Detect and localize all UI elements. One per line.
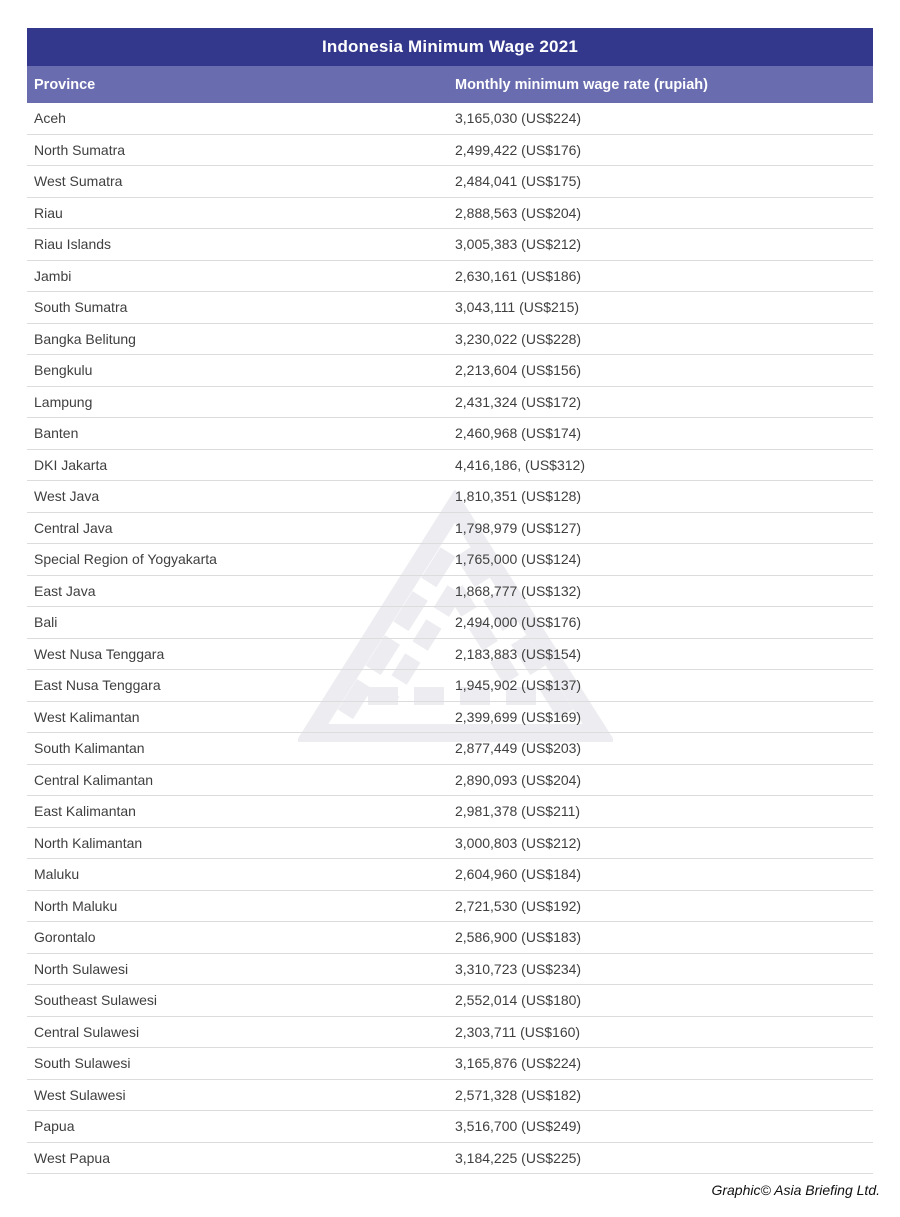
province-cell: West Nusa Tenggara [34,645,165,662]
wage-cell: 2,499,422 (US$176) [455,141,582,158]
province-cell: North Maluku [34,897,118,914]
table-row [27,859,873,891]
province-cell: Jambi [34,267,72,284]
table-row [27,387,873,419]
wage-cell: 2,721,530 (US$192) [455,897,582,914]
wage-cell: 3,310,723 (US$234) [455,960,582,977]
province-cell: West Sumatra [34,173,123,190]
table-row [27,922,873,954]
wage-cell: 2,494,000 (US$176) [455,614,582,631]
wage-cell: 2,586,900 (US$183) [455,929,582,946]
wage-cell: 4,416,186, (US$312) [455,456,585,473]
wage-cell: 2,888,563 (US$204) [455,204,582,221]
wage-cell: 2,890,093 (US$204) [455,771,582,788]
province-cell: Bali [34,614,58,631]
table-row [27,828,873,860]
table-row [27,418,873,450]
wage-table [27,28,873,1174]
table-row [27,481,873,513]
table-row [27,513,873,545]
table-row [27,670,873,702]
province-cell: Bengkulu [34,362,93,379]
wage-cell: 3,516,700 (US$249) [455,1118,582,1135]
wage-cell: 3,165,876 (US$224) [455,1055,582,1072]
province-cell: Gorontalo [34,929,96,946]
table-row [27,103,873,135]
wage-cell: 2,981,378 (US$211) [455,803,581,820]
province-cell: West Papua [34,1149,111,1166]
table-row [27,229,873,261]
province-cell: Aceh [34,110,66,127]
wage-cell: 2,431,324 (US$172) [455,393,582,410]
province-cell: Banten [34,425,79,442]
wage-cell: 3,043,111 (US$215) [455,299,580,316]
province-cell: West Kalimantan [34,708,140,725]
province-cell: Lampung [34,393,93,410]
column-header-province: Province [34,76,96,93]
province-cell: South Sumatra [34,299,128,316]
province-cell: Maluku [34,866,80,883]
province-cell: West Sulawesi [34,1086,126,1103]
province-cell: South Kalimantan [34,740,145,757]
table-row [27,891,873,923]
table-row [27,702,873,734]
wage-cell: 2,630,161 (US$186) [455,267,582,284]
province-cell: Riau Islands [34,236,112,253]
province-cell: Papua [34,1118,75,1135]
table-row [27,1080,873,1112]
wage-cell: 1,868,777 (US$132) [455,582,582,599]
table-row [27,261,873,293]
table-row [27,450,873,482]
table-row [27,1111,873,1143]
province-cell: West Java [34,488,100,505]
table-row [27,796,873,828]
wage-cell: 3,000,803 (US$212) [455,834,582,851]
wage-cell: 2,571,328 (US$182) [455,1086,582,1103]
province-cell: Southeast Sulawesi [34,992,157,1009]
province-cell: East Kalimantan [34,803,136,820]
wage-cell: 1,810,351 (US$128) [455,488,582,505]
wage-cell: 2,303,711 (US$160) [455,1023,581,1040]
table-title: Indonesia Minimum Wage 2021 [27,28,873,66]
province-cell: Central Java [34,519,113,536]
table-row [27,1017,873,1049]
table-row [27,355,873,387]
credit-text: Graphic© Asia Briefing Ltd. [711,1182,880,1198]
wage-cell: 3,184,225 (US$225) [455,1149,582,1166]
province-cell: North Sumatra [34,141,126,158]
table-row [27,1048,873,1080]
table-row [27,733,873,765]
province-cell: North Kalimantan [34,834,143,851]
wage-cell: 2,552,014 (US$180) [455,992,582,1009]
table-row [27,166,873,198]
wage-cell: 3,005,383 (US$212) [455,236,582,253]
table-body [27,103,873,1174]
table-row [27,985,873,1017]
table-row [27,576,873,608]
table-row [27,292,873,324]
province-cell: Bangka Belitung [34,330,136,347]
wage-cell: 2,183,883 (US$154) [455,645,582,662]
province-cell: East Nusa Tenggara [34,677,161,694]
table-row [27,324,873,356]
province-cell: Central Sulawesi [34,1023,140,1040]
wage-cell: 1,798,979 (US$127) [455,519,582,536]
table-row [27,198,873,230]
wage-cell: 1,945,902 (US$137) [455,677,582,694]
wage-cell: 2,604,960 (US$184) [455,866,582,883]
province-cell: Special Region of Yogyakarta [34,551,217,568]
wage-cell: 3,230,022 (US$228) [455,330,582,347]
table-row [27,607,873,639]
wage-cell: 2,213,604 (US$156) [455,362,582,379]
province-cell: Riau [34,204,63,221]
table-row [27,544,873,576]
province-cell: North Sulawesi [34,960,129,977]
province-cell: South Sulawesi [34,1055,131,1072]
wage-cell: 2,399,699 (US$169) [455,708,582,725]
table-row [27,954,873,986]
province-cell: Central Kalimantan [34,771,154,788]
province-cell: DKI Jakarta [34,456,108,473]
wage-cell: 3,165,030 (US$224) [455,110,582,127]
wage-cell: 2,460,968 (US$174) [455,425,582,442]
table-row [27,639,873,671]
table-row [27,1143,873,1175]
wage-cell: 2,484,041 (US$175) [455,173,582,190]
wage-cell: 2,877,449 (US$203) [455,740,582,757]
wage-cell: 1,765,000 (US$124) [455,551,582,568]
table-row [27,765,873,797]
column-header-row [27,66,873,103]
province-cell: East Java [34,582,96,599]
table-row [27,135,873,167]
column-header-wage: Monthly minimum wage rate (rupiah) [455,76,708,93]
